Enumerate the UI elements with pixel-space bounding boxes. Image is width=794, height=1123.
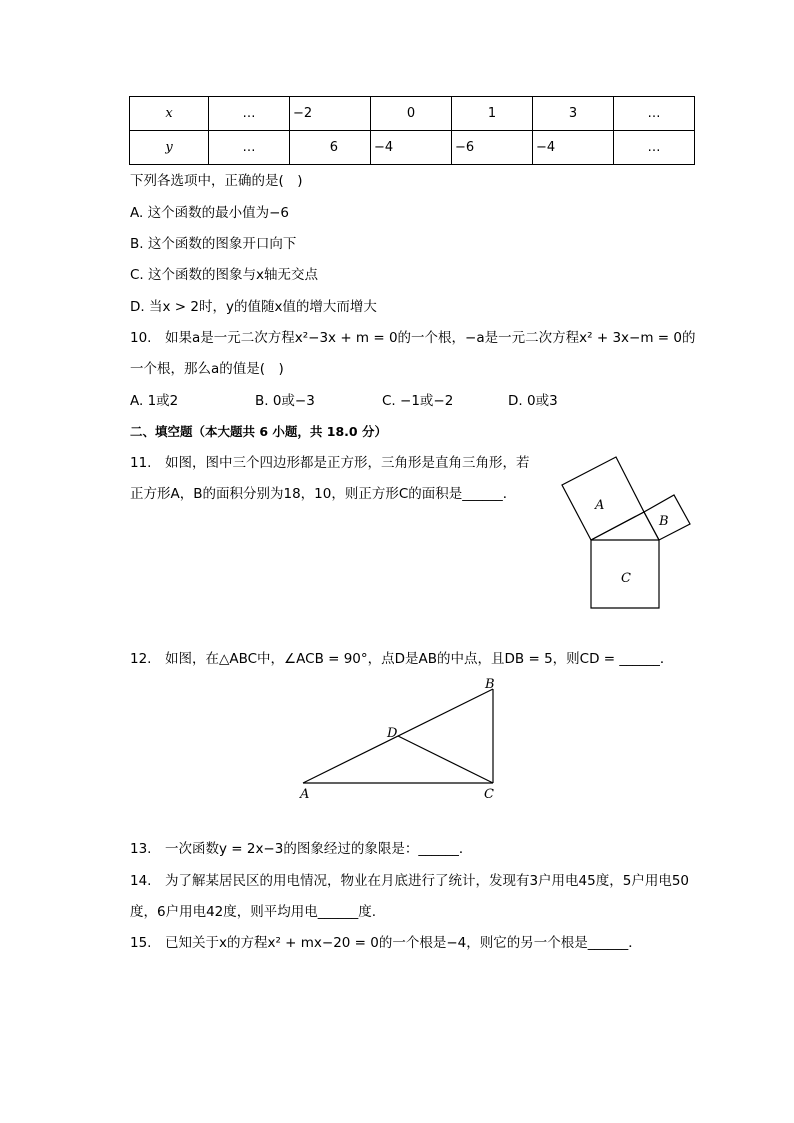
q10-option-b: B. 0或−3 [255, 393, 315, 409]
table-cell: −4 [533, 131, 614, 165]
q12-triangle-figure [290, 672, 510, 807]
q11-stem-line2: 正方形A，B的面积分别为18，10，则正方形C的面积是______． [130, 486, 517, 502]
value-table [129, 96, 695, 165]
label-a: A [595, 498, 605, 513]
q9-option-a: A. 这个函数的最小值为−6 [130, 205, 289, 221]
vertex-a-label: A [300, 787, 310, 802]
q10-stem-line1: 10. 如果a是一元二次方程x²−3x + m = 0的一个根，−a是一元二次方程x² + 3x−m = 0的 [130, 330, 696, 346]
right-triangle-shape [591, 512, 659, 540]
label-b: B [659, 514, 669, 529]
table-cell: x [130, 97, 209, 131]
vertex-b-label: B [485, 677, 495, 692]
table-cell: 3 [533, 97, 614, 131]
q13-stem: 13. 一次函数y = 2x−3的图象经过的象限是：______． [130, 841, 473, 857]
table-cell: … [209, 131, 290, 165]
table-row-y [130, 131, 695, 165]
q14-stem-line1: 14. 为了解某居民区的用电情况，物业在月底进行了统计，发现有3户用电45度，5户用电50 [130, 873, 690, 889]
q9-option-b: B. 这个函数的图象开口向下 [130, 236, 297, 252]
q11-stem-line1: 11. 如图，图中三个四边形都是正方形，三角形是直角三角形，若 [130, 455, 530, 471]
q9-stem: 下列各选项中，正确的是( ) [130, 173, 303, 189]
median-cd [398, 736, 493, 783]
table-cell: −4 [371, 131, 452, 165]
vertex-c-label: C [484, 787, 494, 802]
q10-option-a: A. 1或2 [130, 393, 179, 409]
label-c: C [621, 571, 631, 586]
table-row-x [130, 97, 695, 131]
point-d-label: D [387, 726, 398, 741]
q9-option-c: C. 这个函数的图象与x轴无交点 [130, 267, 318, 283]
table-cell: y [130, 131, 209, 165]
q12-stem: 12. 如图，在△ABC中，∠ACB = 90°，点D是AB的中点，且DB = 5，则CD = ______． [130, 651, 674, 667]
q11-squares-figure [555, 455, 695, 615]
table-cell: −6 [452, 131, 533, 165]
q10-option-d: D. 0或3 [508, 393, 558, 409]
section-heading: 二、填空题（本大题共 6 小题，共 18.0 分） [130, 424, 387, 439]
q14-stem-line2: 度，6户用电42度，则平均用电______度. [130, 904, 377, 920]
table-cell: 6 [290, 131, 371, 165]
q10-stem-line2: 一个根，那么a的值是( ) [130, 361, 284, 377]
table-cell: … [614, 131, 695, 165]
q9-option-d: D. 当x > 2时，y的值随x值的增大而增大 [130, 299, 377, 315]
table-cell: −2 [290, 97, 371, 131]
q15-stem: 15. 已知关于x的方程x² + mx−20 = 0的一个根是−4，则它的另一个根是______． [130, 935, 642, 951]
table-cell: 0 [371, 97, 452, 131]
table-cell: 1 [452, 97, 533, 131]
q10-option-c: C. −1或−2 [382, 393, 454, 409]
table-cell: … [614, 97, 695, 131]
table-cell: … [209, 97, 290, 131]
